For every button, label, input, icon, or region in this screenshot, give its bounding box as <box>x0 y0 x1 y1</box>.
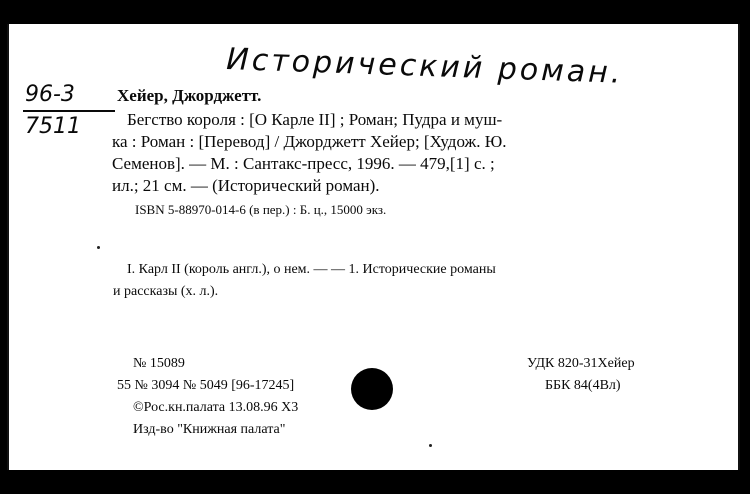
description-line-2: ка : Роман : [Перевод] / Джорджетт Хейер; [Худож. Ю. <box>112 132 507 151</box>
description-line-4: ил.; 21 см. — (Исторический роман). <box>112 176 380 195</box>
description-line-3: Семенов]. — М. : Сантакс-пресс, 1996. — 479,[1] с. ; <box>112 154 495 173</box>
subject-line-2: и рассказы (х. л.). <box>113 284 219 299</box>
ink-blot <box>351 368 393 410</box>
publisher-line: Изд-во "Книжная палата" <box>133 422 286 437</box>
handwritten-code-bottom: 7511 <box>25 114 81 139</box>
bbk-code: ББК 84(4Вл) <box>545 378 621 393</box>
record-number: № 15089 <box>133 356 185 371</box>
copyright-line: ©Рос.кн.палата 13.08.96 X3 <box>133 400 299 415</box>
handwritten-heading: Исторический роман. <box>225 42 624 91</box>
author-heading: Хейер, Джорджетт. <box>117 86 262 105</box>
record-line-2: 55 № 3094 № 5049 [96-17245] <box>117 378 295 393</box>
handwritten-code-rule <box>23 110 115 112</box>
subject-line-1: I. Карл II (король англ.), о нем. — — 1. Исторические романы <box>127 262 496 277</box>
catalog-card <box>7 24 740 470</box>
scan-speck <box>97 246 100 249</box>
description-line-1: Бегство короля : [О Карле II] ; Роман; Пудра и муш- <box>127 110 503 129</box>
scan-speck <box>429 444 432 447</box>
isbn-line: ISBN 5-88970-014-6 (в пер.) : Б. ц., 15000 экз. <box>135 202 387 217</box>
handwritten-code-top: 96-3 <box>25 82 75 107</box>
udk-code: УДК 820-31Хейер <box>527 356 635 371</box>
